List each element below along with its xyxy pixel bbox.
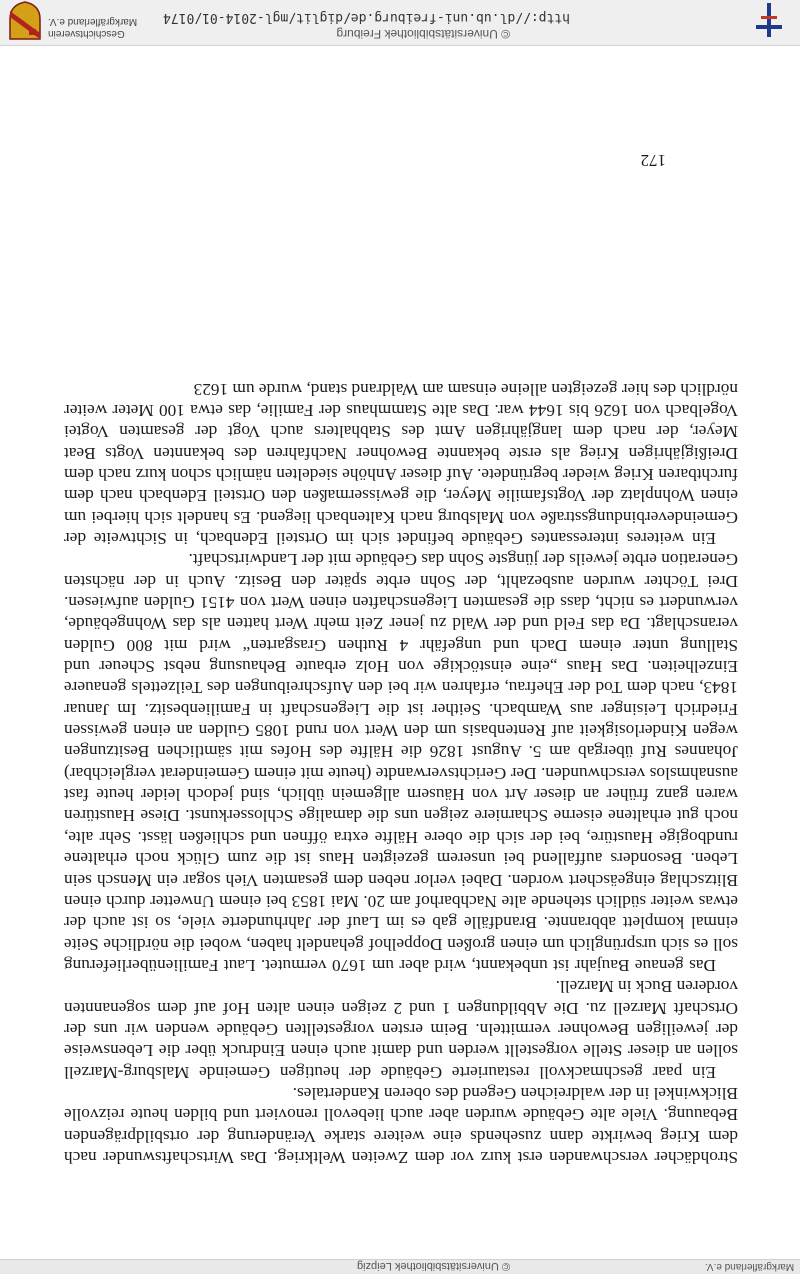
page-number: 172 xyxy=(640,151,666,170)
viewer-footer-bar xyxy=(0,0,800,46)
header-copyright-text: © Universitätsbibliothek Leipzig xyxy=(356,1260,510,1272)
university-library-logo-icon[interactable] xyxy=(752,1,786,39)
coat-of-arms-icon[interactable] xyxy=(8,1,42,41)
society-name xyxy=(48,15,137,39)
copyright-text: © Universitätsbibliothek Freiburg xyxy=(336,27,510,41)
paragraph: Ein weiteres interessantes Gebäude befindet sich im Ortsteil Edenbach, in Sichtweite der Gemeindeverbindungsstraße von Malsburg nach Kaltenbach liegend. Es handelt sich hierbei um einen Wohnplatz der Vogtsfamilie Meyer, die gewissermaßen den Ortsteil Edenbach nach dem furchtbaren Krieg wieder begründete. Auf dieser Anhöhe siedelten nämlich schon kurz nach dem Dreißigjährigen Krieg als erste bekannte Bewohner Nachfahren des bekannten Vogts Beat Meyer, der nach dem langjährigen Amt des Stabhalters auch Vogt der gesamten Vogtei Vogelbach von 1626 bis 1644 war. Das alte Stammhaus der Familie, das etwa 100 Meter weiter nördlich des hier gezeigten alleine einsam am Waldrand stand, wurde um 1623 xyxy=(64,379,738,549)
paragraph: Ein paar geschmackvoll restaurierte Gebäude der heutigen Gemeinde Malsburg-Marzell sollen an dieser Stelle vorgestellt werden und damit auch einen Eindruck über die Lebensweise der jeweiligen Bewohner vermitteln. Beim ersten vorgestellten Gebäude wenden wir uns der Ortschaft Marzell zu. Die Abbildungen 1 und 2 zeigen einen alten Hof auf dem sogenannten vorderen Buck in Marzell. xyxy=(64,977,738,1082)
viewer-header-bar xyxy=(0,1259,800,1274)
paragraph: Das genaue Baujahr ist unbekannt, wird aber um 1670 vermutet. Laut Familienüberlieferung soll es sich ursprünglich um einen großen Doppelhof gehandelt haben, wobei die nördliche Seite einmal komplett abbrannte. Brandfälle gab es im Lauf der Jahrhunderte viele, so ist auch der etwas weiter südlich stehende alte Nachbarhof am 20. Mai 1853 bei einem Unwetter durch einen Blitzschlag eingeäschert worden. Dabei verlor neben dem gesamten Vieh sogar ein Mensch sein Leben. Besonders auffallend bei unserem gezeigten Haus ist die zum Glück noch erhaltene rundbogige Haustüre, bei der sich die obere Hälfte extra öffnen und schließen lässt. Sehr alte, noch gut erhaltene eiserne Scharniere zeigen uns die damalige Schlosserkunst. Diese Haustüren waren ganz früher an dieser Art von Häusern allgemein üblich, sind jedoch leider heute fast ausnahmslos verschwunden. Der Gerichtsverwandte (heute mit einem Gemeinderat vergleichbar) Johannes Ruf übergab am 5. August 1826 die Hälfte des Hofes mit sämtlichen Besitzungen wegen Kinderlosigkeit auf Rentenbasis um den Wert von rund 1085 Gulden an einen gewissen Friedrich Leisinger aus Wambach. Seither ist die Liegenschaft in Familienbesitz. Im Januar 1843, nach dem Tod der Ehefrau, erfahren wir bei den Aufschreibungen des Teilzettels genauere Einzelheiten. Das Haus „eine einstöckige von Holz erbaute Behausung nebst Scheuer und Stallung unter einem Dach und ungefähr 4 Ruthen Grasgarten“ wird mit 800 Gulden veranschlagt. Da das Feld und der Wald zu jener Zeit mehr Wert hatten als das Wohngebäude, verwundert es nicht, dass die gesamten Liegenschaften einen Wert von 4151 Gulden aufwiesen. Drei Töchter wurden ausbezahlt, der Sohn erbte später den Besitz. Auch in der nächsten Generation erbte jeweils der jüngste Sohn das Gebäude mit der Landwirtschaft. xyxy=(64,550,738,975)
society-line: Geschichtsverein xyxy=(48,28,125,39)
header-society-text: Markgräflerland e.V. xyxy=(705,1261,795,1272)
page-body xyxy=(64,378,738,1168)
paragraph: Strohdächer verschwanden erst kurz vor dem Zweiten Weltkrieg. Das Wirtschaftswunder nach dem Krieg bewirkte dann zusehends eine weitere starke Veränderung der ortsbildprägenden Bebauung. Viele alte Gebäude wurden aber auch liebevoll renoviert und bilden heute reizvolle Blickwinkel in der waldreichen Gegend des oberen Kandertales. xyxy=(64,1083,738,1167)
society-line: Markgräflerland e.V. xyxy=(48,16,138,27)
permalink-url[interactable]: http://dl.ub.uni-freiburg.de/diglit/mgl-2014-01/0174 xyxy=(163,10,570,25)
